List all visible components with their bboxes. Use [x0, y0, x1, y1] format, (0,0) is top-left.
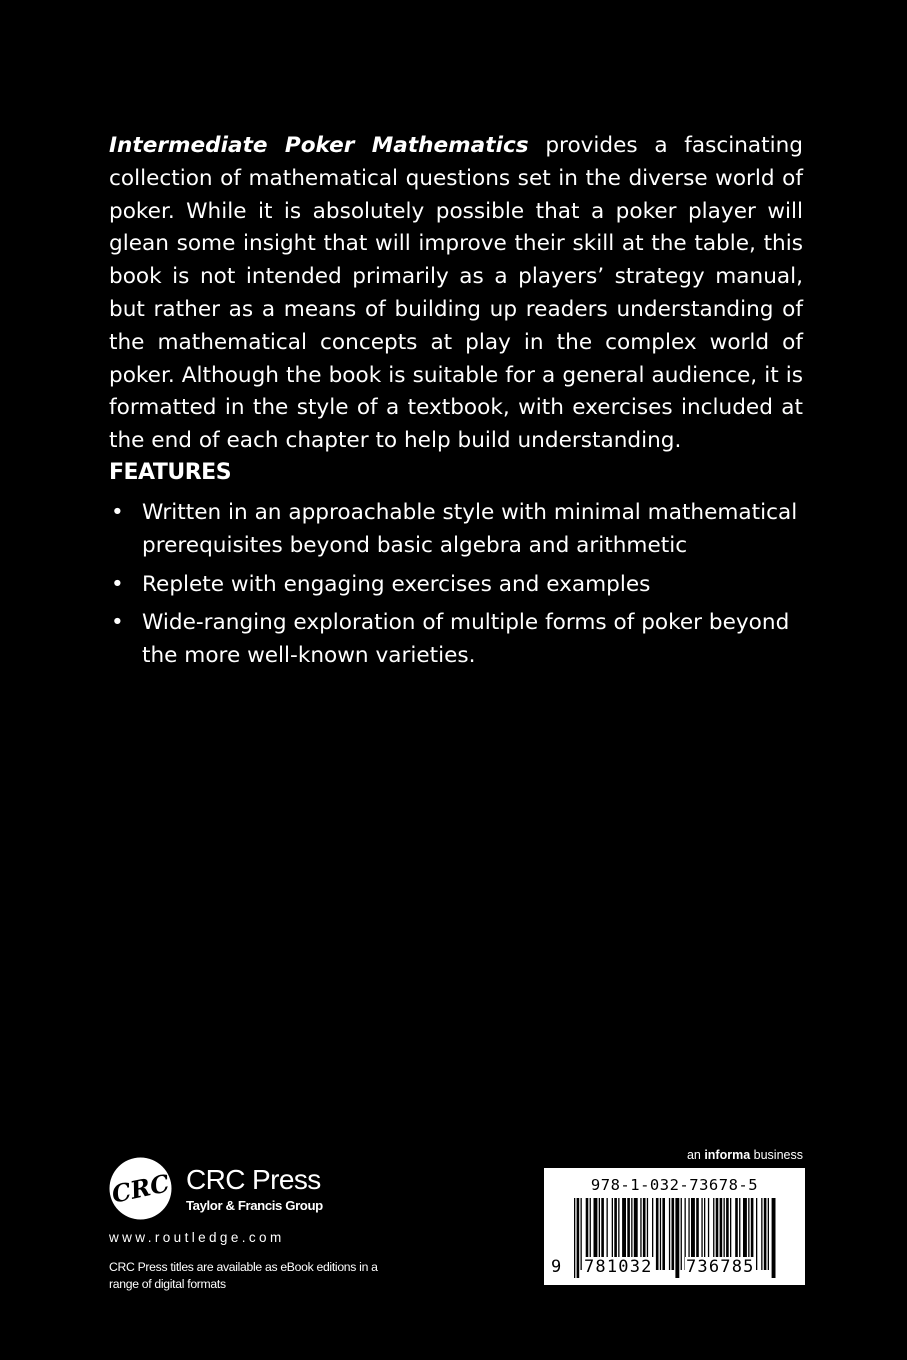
blurb-text: provides a fascinating collection of mathematical questions set in the diverse world of poker. While it is absolutely possible that a poker player will glean some insight that will improve their skill at the table, this book is not intended primarily as a players’ strategy manual, but rather as a means of building up readers understanding of the mathematical concepts at play in the complex world of poker. Although the book is suitable for a general audience, it is formatted in the style of a textbook, with exercises included at the end of each chapter to help build understanding.: [109, 133, 803, 454]
crc-logo: [109, 1157, 172, 1220]
informa-brand: informa: [704, 1148, 751, 1162]
isbn-digit-first: 9: [551, 1257, 563, 1277]
bullet-icon: •: [111, 500, 124, 525]
isbn-barcode: [544, 1168, 805, 1285]
book-title: Intermediate Poker Mathematics: [109, 133, 529, 158]
bullet-icon: •: [111, 571, 124, 597]
publisher-name: CRC Press: [186, 1164, 321, 1195]
back-cover-blurb: [109, 130, 803, 458]
features-heading: FEATURES: [109, 460, 232, 485]
feature-item: • Replete with engaging exercises and examples: [109, 569, 803, 602]
feature-item: • Written in an approachable style with minimal mathematical prerequisites beyond basic algebra and arithmetic: [109, 497, 803, 563]
isbn-digits-right: 736785: [686, 1257, 755, 1277]
informa-tagline: an informa business: [686, 1148, 803, 1162]
bullet-icon: •: [111, 610, 124, 636]
isbn-number: 978-1-032-73678-5: [590, 1176, 759, 1194]
isbn-digits-left: 781032: [584, 1257, 653, 1277]
publisher-block: [109, 1157, 389, 1217]
features-list: [109, 497, 803, 679]
ebook-note: CRC Press titles are available as eBook editions in a range of digital formats: [109, 1260, 378, 1291]
feature-item: • Wide-ranging exploration of multiple forms of poker beyond the more well-known varieties.: [109, 607, 803, 673]
crc-logo-text: CRC: [109, 1168, 172, 1209]
publisher-group: Taylor & Francis Group: [186, 1198, 323, 1213]
publisher-website: www.routledge.com: [109, 1230, 285, 1245]
